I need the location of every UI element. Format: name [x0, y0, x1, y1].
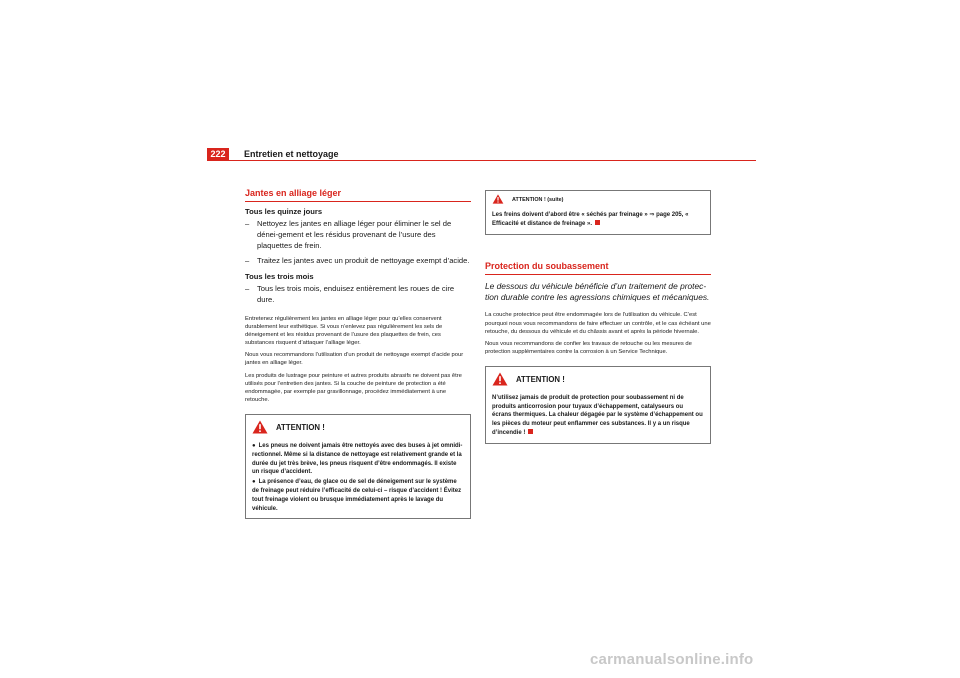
page-number: 222	[207, 148, 229, 161]
warning-triangle-icon	[492, 194, 504, 206]
warning-header	[246, 415, 470, 439]
list-item: – Traitez les jantes avec un produit de nettoyage exempt d’acide.	[245, 256, 470, 265]
warning-title: ATTENTION ! (suite)	[512, 197, 564, 203]
warning-box	[245, 414, 471, 519]
warning-body: Les freins doivent d’abord être « séchés par freinage » ⇒ page 205, « Efficacité et distance de freinage ».	[492, 212, 689, 227]
list-item: – Nettoyez les jantes en alliage léger pour éliminer le sel de dénei-gement et les résidus provenant de l’usure des plaquettes de frein.	[245, 219, 452, 250]
section-title-underbody: Protection du soubassement	[485, 261, 711, 275]
warning-title: ATTENTION !	[276, 423, 325, 433]
body-paragraph: Nous vous recommandons l’utilisation d’un produit de nettoyage exempt d’acide pour jantes en alliage léger.	[245, 352, 464, 367]
body-paragraph: Entretenez régulièrement les jantes en alliage léger pour qu’elles conservent durablement leur esthétique. Si vous n’enlevez pas régulièrement les sels de déneigement et les résidus provenant de l’usure des plaquettes de frein, ces substances risquent d’attaquer l’alliage léger.	[245, 316, 443, 347]
warning-box-continued	[485, 190, 711, 235]
subheading-fortnightly: Tous les quinze jours	[245, 207, 323, 216]
subheading-quarterly: Tous les trois mois	[245, 272, 314, 281]
list-item: – Tous les trois mois, enduisez entièrement les roues de cire dure.	[245, 284, 455, 304]
warning-triangle-icon	[492, 372, 508, 388]
warning-header	[486, 191, 710, 208]
lead-paragraph: Le dessous du véhicule bénéficie d’un traitement de protec-tion durable contre les agressions chimiques et mécaniques.	[485, 280, 710, 302]
warning-bullet: ● La présence d’eau, de glace ou de sel de déneigement sur le système de freinage peut réduire l’efficacité de celui-ci – risque d’accident ! Évitez tout freinage violent ou brusque immédiatement après le lavage du véhicule.	[252, 479, 462, 512]
body-paragraph: La couche protectrice peut être endommagée lors de l’utilisation du véhicule. C’est pourquoi nous vous recommandons de faire effectuer un contrôle, et le cas échéant une retouche, du dessous du véhicule et du châssis avant et après la période hivernale.	[485, 312, 711, 335]
warning-bullet: ● Les pneus ne doivent jamais être nettoyés avec des buses à jet omnidi-rectionnel. Même si la distance de nettoyage est relativement grande et la durée du jet très brève, les pneus risquent d’être endommagés. Il existe un risque d’accident.	[252, 442, 463, 476]
end-mark-icon	[528, 429, 533, 434]
warning-title: ATTENTION !	[516, 375, 565, 385]
left-column	[245, 188, 471, 519]
body-paragraph: Nous vous recommandons de confier les travaux de retouche ou les mesures de protection supplémentaires contre la corrosion à un Service Technique.	[485, 340, 692, 355]
chapter-title: Entretien et nettoyage	[244, 149, 339, 159]
warning-body	[246, 439, 470, 518]
body-paragraph: Les produits de lustrage pour peinture et autres produits abrasifs ne doivent pas être utilisés pour l’entretien des jantes. Si la couche de peinture de protection a été endommagée, par exemple par gravillonnage, procédez immédiatement à une retouche.	[245, 372, 462, 403]
warning-box	[485, 366, 711, 444]
warning-triangle-icon	[252, 420, 268, 436]
section-title-alloy-wheels: Jantes en alliage léger	[245, 188, 471, 202]
warning-body: N’utilisez jamais de produit de protection pour soubassement ni de produits anticorrosion pour tuyaux d’échappement, catalyseurs ou écrans thermiques. La chaleur dégagée par le système d’échappement ou les pièces du moteur peut enflammer ces substances. Il y a un risque d’incendie !	[492, 394, 703, 437]
header-divider	[207, 160, 756, 161]
warning-header	[486, 367, 710, 391]
end-mark-icon	[595, 220, 600, 225]
right-column	[485, 190, 711, 444]
watermark: carmanualsonline.info	[590, 651, 754, 668]
